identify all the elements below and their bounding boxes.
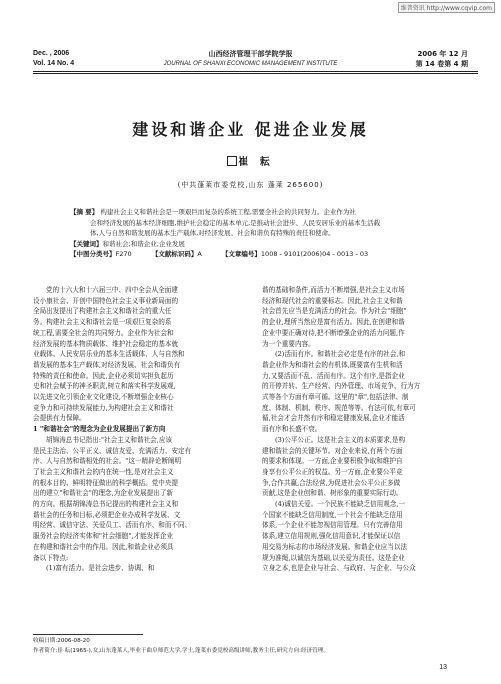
right-column [262,285,474,574]
text-line: 谐的基础和条件,而活力不断增强,是社会主义市场 [262,286,405,294]
author-name: 崔 耘 [238,157,274,168]
header-date-cn: 2006 年 12 月 [417,50,468,58]
text-line: 的开停并转、生产经营、内外管理、市场竞争、行为方 [262,382,421,391]
text-line: 企业中要正确对待,把不断增强企业的活力问题,作 [262,328,405,337]
text-line: 立身之本,也是企业与社会、与政府、与企业、与公众 [262,564,416,573]
text-line: 而有序和长盛不衰。 [262,425,322,434]
classification-line [70,249,442,260]
abstract-line-1 [70,207,442,218]
text-line: 经济发展的基本物质载体、维护社会稳定的基本就 [33,339,179,348]
footnote-received: 收稿日期:2006-08-20 [33,638,90,644]
doc-code-label: 【文献标识码】 [151,250,198,258]
journal-title-en: JOURNAL OF SHANXI ECONOMIC MANAGEMENT INSTITUTE [163,61,338,67]
text-line: 贡献,这是企业创和谐、树形象的重要实际行动。 [262,489,403,498]
abstract-text-2: 会和经济发展的基本经济细胞,维护社会稳定的基本单元,是推动社会进步、人民安居乐业的基本生活载 [90,218,381,227]
text-line: 的方向。根据胡锦涛总书记提出的构建社会主义和 [33,500,179,509]
text-line: 特殊的责任和使命。因此,企业必须切实担负起历 [33,371,174,380]
text-line: 以先进文化引领企业文化建设,不断增强企业核心 [33,393,174,402]
text-line: 明经营、诚信守法、关爱员工、活而有序、和而不同、 [33,521,192,530]
text-line: (2)活而有序。和谐社会必定是有序的社会,和 [275,350,406,359]
article-number-value: 1008 - 9101(2006)04 - 0013 - 03 [260,250,369,258]
section-heading-1: 1 "和谐社会"的理念为企业发展提出了新方向 [33,425,166,434]
text-line: 务。构建社会主义和谐社会是一项艰巨复杂的系 [33,318,172,327]
doc-code-value: A [197,250,202,258]
header-rule-thin [33,73,478,74]
header-rule [33,71,478,72]
clc-value: F270 [115,250,132,258]
text-line: 了社会主义和谐社会的内在统一性,是对社会主义 [33,467,174,476]
text-line: 谐发展的基本生产载体,对经济发展、社会和谐负有 [33,360,181,369]
text-line: 身享有公平公正的权益。另一方面,企业要公平竞 [262,467,403,476]
text-line: 的企业,理所当然应是富有活力。因此,在创建和谐 [262,318,405,327]
text-line: 序、人与自然和谐相处的社会。"这一精辟论断阐明 [33,457,182,466]
header-date-en: Dec. , 2006 [33,50,70,57]
text-line: 经济和现代社会的重要标志。因此,社会主义和谐 [262,296,403,305]
left-column [33,285,245,574]
text-line: 史和社会赋予的神圣职责,树立和落实科学发展观, [33,382,176,391]
text-line: 争,合作共赢,合法经营,为促进社会公平公正多做 [262,478,401,487]
clc-label: 【中图分类号】 [70,250,116,258]
text-line: 胡锦涛总书记指出:"社会主义和谐社会,应该 [46,435,173,444]
text-line: 的根本目的、鲜明特征做出的科学概括。党中央提 [33,478,179,487]
text-line: 体系,一个企业不能忽视信用管理。只有完善信用 [262,521,403,530]
text-line: 备以下特点: [33,553,69,562]
header-volume-cn: 第 14 卷第 4 期 [415,60,468,68]
text-line: 力,又要活而不乱、活而有序。这个有序,是指企业 [262,371,405,380]
keywords-line [70,239,442,250]
text-line: 统工程,需要全社会的共同努力。企业作为社会和 [33,328,174,337]
text-line: 度、体制、机制、秩序、规范等等。有法可依,有章可 [262,403,416,412]
page-number: 13 [439,664,447,671]
text-line: 全局出发提出了构建社会主义和谐社会的重大任 [33,307,172,316]
text-line: 党的十六大和十六届三中、四中全会从全面建 [46,286,178,294]
text-line: 式等各个方面有章可循。这里的"章",包括法律、制 [262,393,409,402]
text-line: (4)诚信关爱。一个民族不能缺乏信用观念,一 [275,500,406,509]
text-line: 体系,建立信用规则,强化信用意识,才能保证以信 [262,532,401,541]
text-line: 谐社会的任务和目标,必须把企业办成科学发展、文 [33,510,181,519]
text-line: 个国家不能缺乏信用制度,一个社会不能缺乏信用 [262,510,403,519]
article-title: 建设和谐企业 促进企业发展 [132,120,369,139]
text-line: 在构建和谐社会中的作用。因此,和谐企业必须具 [33,542,174,551]
text-line: 用交易为标志的市场经济发展。和谐企业应当以法 [262,542,408,551]
text-line: 规为准绳,以诚信为基础,以关爱为责任。这是企业 [262,553,405,562]
keywords-label: 【关键词】 [70,239,103,248]
watermark: 维普资讯 http://www.cqvip.com [398,2,495,13]
keywords: 和谐社会;和谐企业;企业发展 [102,239,185,248]
text-line: (3)公平公正。这是社会主义的本质要求,是构 [275,435,406,444]
affiliation: (中共蓬莱市委党校,山东 蓬莱 265600) [177,181,324,189]
text-line: (1)富有活力。是社会进步、协调、和 [46,564,155,573]
author [0,153,501,168]
footnote-rule [33,634,143,635]
abstract-text-1: 构建社会主义和谐社会是一项艰巨而复杂的系统工程,需要全社会的共同努力。企业作为社 [100,208,356,216]
text-line: 业载体、人民安居乐业的基本生活载体、人与自然和 [33,350,185,359]
text-line: 的要求和体现。一方面,企业要积极争取和维护自 [262,457,403,466]
text-line: 为一个重要内容。 [262,339,315,348]
text-line: 设小康社会、开创中国特色社会主义事业新局面的 [33,296,179,305]
text-line: 是民主法治、公平正义、诚信友爱、充满活力、安定有 [33,446,192,455]
text-line: 服务社会的经济实体和"社会细胞",才能发挥企业 [33,532,174,541]
text-line: 出的建立"和谐社会"的理念,为企业发展提出了新 [33,489,174,498]
left-column-intro [33,285,245,424]
journal-title-cn: 山西经济管理干部学院学报 [208,50,293,58]
header-volume-en: Vol. 14 No. 4 [33,60,75,67]
footnote-author: 作者简介:崔 耘(1965-),女,山东蓬莱人,毕业于曲阜师范大学,学士,蓬莱市委党校高级讲师,教务主任,研究方向:经济管理。 [33,648,329,654]
text-line: 谐企业作为和谐社会的有机体,既要富有生机和活 [262,360,403,369]
abstract-label: 【摘 要】 [70,208,99,216]
abstract [70,207,442,260]
author-box-icon [227,156,237,166]
text-line: 循,社会才会井然有序和稳定健康发展,企业才能活 [262,414,405,423]
text-line: 会提供有力保障。 [33,414,86,423]
article-number-label: 【文章编号】 [221,250,261,258]
abstract-text-3: 体,人与自然和谐发展的基本生产载体,对经济发展、社会和谐负有特殊的责任和使命。 [90,229,335,237]
text-line: 社会首先应当是充满活力的社会。作为社会"细胞" [262,307,407,316]
left-column-section-1 [33,435,245,574]
text-line: 建和谐社会的关键环节。对企业来说,有两个方面 [262,446,403,455]
text-line: 竞争力和可持续发展能力,为构建社会主义和谐社 [33,403,174,412]
